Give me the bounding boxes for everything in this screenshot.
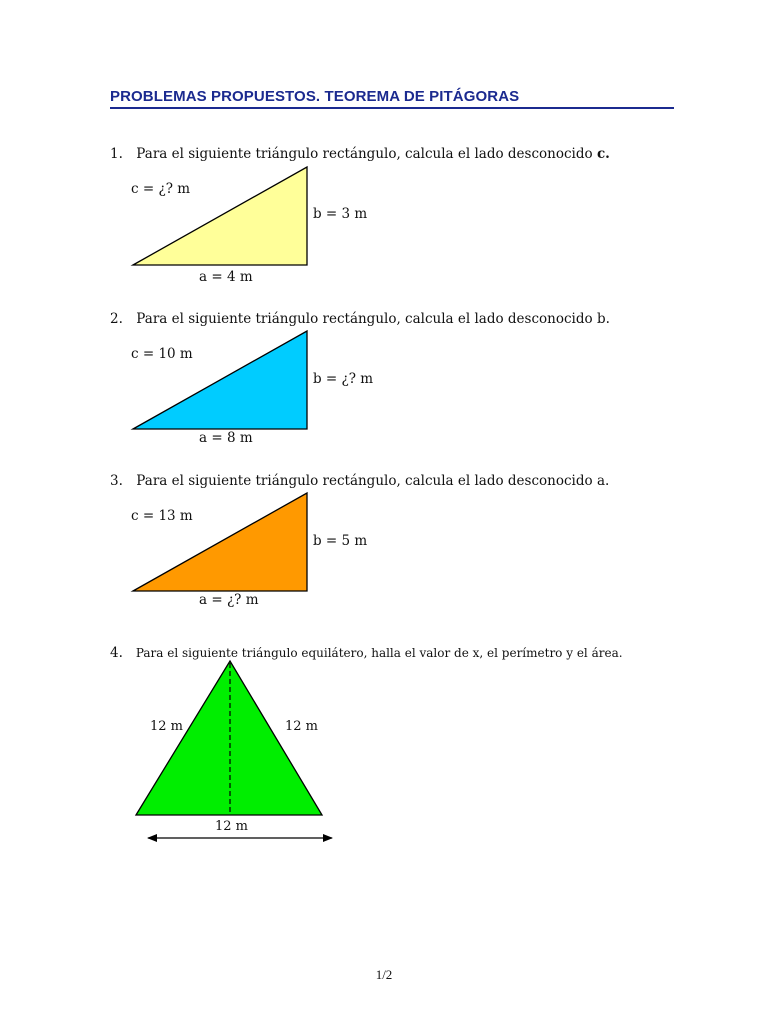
problem-3-leg-b-label: b = 5 m — [313, 533, 368, 549]
page-number: 1/2 — [375, 967, 393, 982]
problem-4-text: Para el siguiente triángulo equilátero, halla el valor de x, el perímetro y el área. — [135, 646, 623, 660]
problem-1-unknown: c. — [596, 146, 610, 162]
problem-3-unknown: a. — [596, 473, 610, 489]
problem-3-leg-a-label: a = ¿? m — [199, 592, 259, 608]
problem-4-right-side-label: 12 m — [285, 719, 319, 734]
triangle-4-equilateral — [136, 661, 322, 815]
problem-3-hyp-label: c = 13 m — [131, 508, 193, 524]
page-title: PROBLEMAS PROPUESTOS. TEOREMA DE PITÁGORAS — [110, 88, 520, 105]
problem-1-text: Para el siguiente triángulo rectángulo, calcula el lado desconocido — [136, 146, 593, 162]
problem-2-unknown: b. — [596, 311, 610, 327]
problem-1-leg-b-label: b = 3 m — [313, 206, 368, 222]
problem-4-number: 4. — [110, 645, 123, 661]
triangle-1 — [133, 167, 307, 265]
problem-2-leg-a-label: a = 8 m — [199, 430, 253, 446]
problem-2-leg-b-label: b = ¿? m — [313, 371, 374, 387]
problem-2-hyp-label: c = 10 m — [131, 346, 193, 362]
triangle-3 — [133, 493, 307, 591]
problem-3-number: 3. — [110, 473, 123, 489]
problem-1-hyp-label: c = ¿? m — [131, 181, 191, 197]
problem-4-base-label: 12 m — [215, 819, 249, 834]
problem-2-number: 2. — [110, 311, 123, 327]
problem-3-text: Para el siguiente triángulo rectángulo, calcula el lado desconocido — [136, 473, 593, 489]
problem-2-text: Para el siguiente triángulo rectángulo, calcula el lado desconocido — [136, 311, 593, 327]
problem-1-leg-a-label: a = 4 m — [199, 269, 253, 285]
problem-1-number: 1. — [110, 146, 123, 162]
problem-4-left-side-label: 12 m — [150, 719, 184, 734]
triangle-2 — [133, 331, 307, 429]
